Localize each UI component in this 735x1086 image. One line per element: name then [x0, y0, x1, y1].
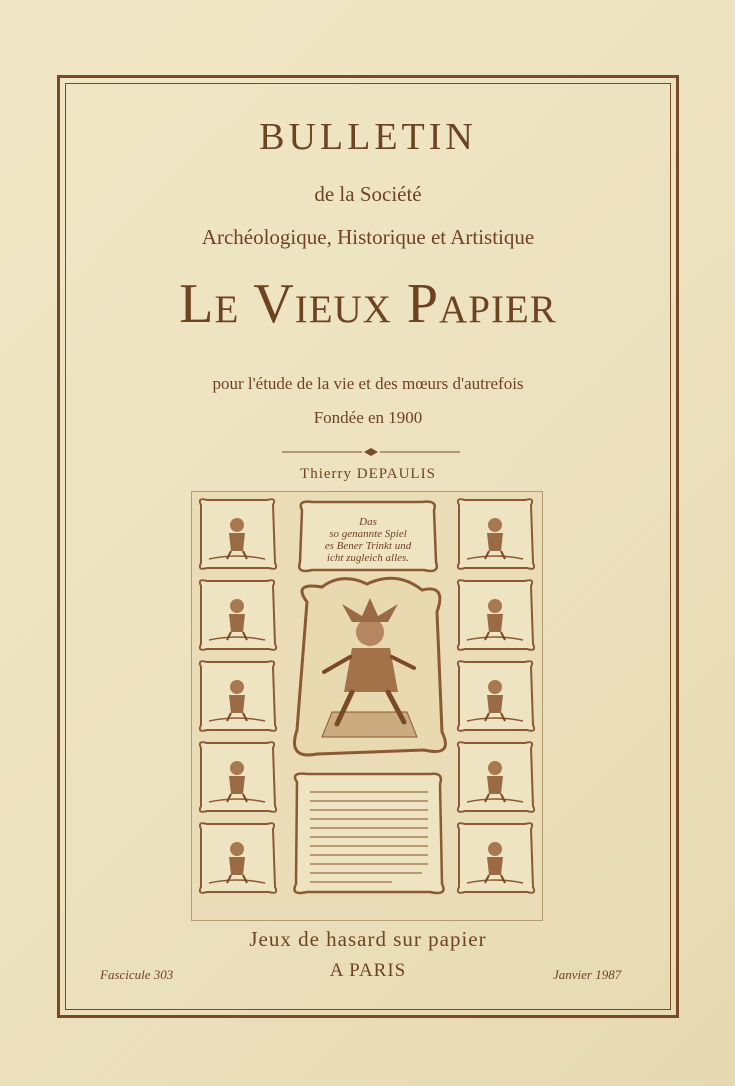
author-name: Thierry DEPAULIS — [300, 466, 436, 482]
issue-date: Janvier 1987 — [553, 967, 622, 982]
engraving-artwork — [192, 492, 542, 920]
cartouche-line-2: so genannte Spiel — [329, 528, 407, 540]
place-line: A PARIS — [329, 960, 407, 981]
issue-title: Jeux de hasard sur papier — [249, 927, 487, 951]
ornament-rule — [282, 447, 460, 457]
society-name: Le Vieux Papier — [179, 273, 557, 335]
cartouche-line-1: Das — [359, 516, 377, 528]
fascicule-number: Fascicule 303 — [100, 967, 174, 982]
founded-line: Fondée en 1900 — [313, 408, 423, 427]
jester-body — [344, 648, 398, 692]
bulletin-title: BULLETIN — [259, 116, 477, 158]
cartouche-line-4: icht zugleich alles. — [326, 552, 410, 564]
cartouche-line-3: es Bener Trinkt und — [324, 540, 412, 552]
jester-head — [356, 618, 384, 646]
engraving-illustration — [191, 491, 543, 921]
society-purpose: pour l'étude de la vie et des mœurs d'autrefois — [212, 374, 524, 393]
societe-line: de la Société — [314, 182, 422, 206]
society-type-line: Archéologique, Historique et Artistique — [201, 225, 535, 249]
